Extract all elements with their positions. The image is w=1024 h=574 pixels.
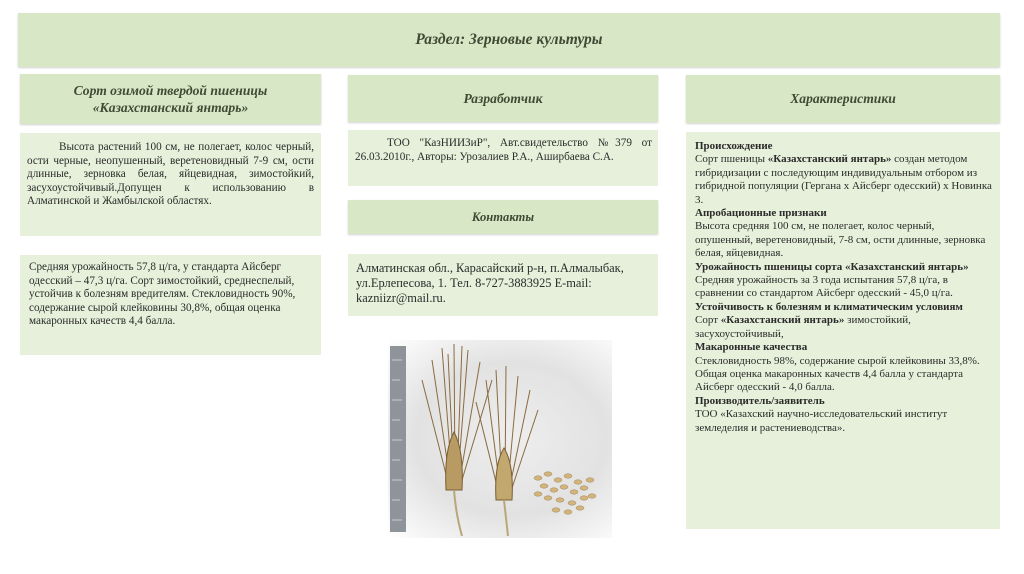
resistance-post: зимостойкий, засухоустойчивый,	[695, 314, 911, 340]
variety-header-line2: «Казахстанский янтарь»	[92, 100, 249, 115]
producer-text: ТОО «Казахский научно-исследовательский институт земледелия и растениеводства».	[695, 408, 948, 434]
wheat-awns	[422, 344, 538, 490]
yield-text: Средняя урожайность 57,8 ц/га, у стандарта Айсберг одесский – 47,3 ц/га. Сорт зимостойкий, среднеспелый, устойчив к болезням вредителям. Стекловидность 90%, содержание сырой клейковины 30,8%, общая оценка макаронных качеств 4,4 балла.	[29, 261, 296, 328]
section-title	[18, 13, 1000, 67]
contacts-box	[348, 254, 658, 316]
traits-label: Апробационные признаки	[695, 207, 827, 220]
yield-label: Урожайность пшеницы сорта «Казахстанский янтарь»	[695, 260, 969, 273]
origin-variety: «Казахстанский янтарь»	[767, 153, 892, 166]
developer-header-text: Разработчик	[463, 90, 543, 106]
yield-char-text: Средняя урожайность за 3 года испытания 57,8 ц/га, в сравнении со стандартом Айсберг одесский - 45,0 ц/га.	[695, 274, 953, 300]
wheat-spike-right	[496, 448, 513, 500]
description-box	[20, 133, 321, 236]
origin-post: создан методом гибридизации с последующим индивидуальным отбором из гибридной популяции (Гергана х Айсберг одесский) х Новинка 3.	[695, 153, 992, 206]
variety-header-line1: Сорт озимой твердой пшеницы	[73, 83, 268, 98]
characteristics-header-text: Характеристики	[790, 91, 896, 106]
characteristics-box	[686, 132, 1000, 529]
developer-header	[348, 75, 658, 122]
variety-header	[20, 74, 321, 124]
producer-label: Производитель/заявитель	[695, 394, 825, 407]
ruler-shape	[390, 346, 406, 532]
contacts-text: Алматинская обл., Карасайский р-н, п.Алмалыбак, ул.Ерлепесова, 1. Тел. 8-727-3883925 E-mail: kazniizr@mail.ru.	[356, 261, 624, 305]
resistance-pre: Сорт	[695, 314, 721, 327]
description-text: Высота растений 100 см, не полегает, колос черный, ости черные, неопушенный, веретеновидный 7-9 см, ости длинные, зерновка белая, яйцевидная, зимостойкий, засухоустойчивый.Допущен к использованию в Алматинской и Жамбылской областях.	[27, 141, 314, 208]
origin-pre: Сорт пшеницы	[695, 153, 768, 166]
wheat-illustration	[388, 340, 612, 538]
wheat-spike-left	[446, 432, 463, 490]
wheat-grains	[534, 472, 596, 514]
developer-text: ТОО "КазНИИЗиР", Авт.свидетельство №379 от 26.03.2010г., Авторы: Урозалиев Р.А., Аширбаева С.А.	[355, 137, 652, 163]
origin-label: Происхождение	[695, 140, 773, 152]
section-title-text: Раздел: Зерновые культуры	[415, 31, 603, 48]
pasta-text: Стекловидность 98%, содержание сырой клейковины 33,8%. Общая оценка макаронных качеств 4,4 балла у стандарта Айсберг одесский - 4,0 балла.	[695, 354, 980, 394]
pasta-label: Макаронные качества	[695, 341, 808, 354]
resistance-label: Устойчивость к болезням и климатическим условиям	[695, 300, 963, 313]
contacts-header	[348, 200, 658, 234]
characteristics-header	[686, 75, 1000, 123]
yield-box	[20, 255, 321, 355]
traits-text: Высота средняя 100 см, не полегает, колос черный, опушенный, веретеновидный, 7-8 см, ости длинные, зерновка белая, яйцевидная.	[695, 220, 986, 260]
resistance-variety: «Казахстанский янтарь»	[720, 314, 845, 327]
wheat-photo	[388, 340, 612, 538]
contacts-header-text: Контакты	[471, 209, 535, 224]
developer-box	[348, 130, 658, 186]
